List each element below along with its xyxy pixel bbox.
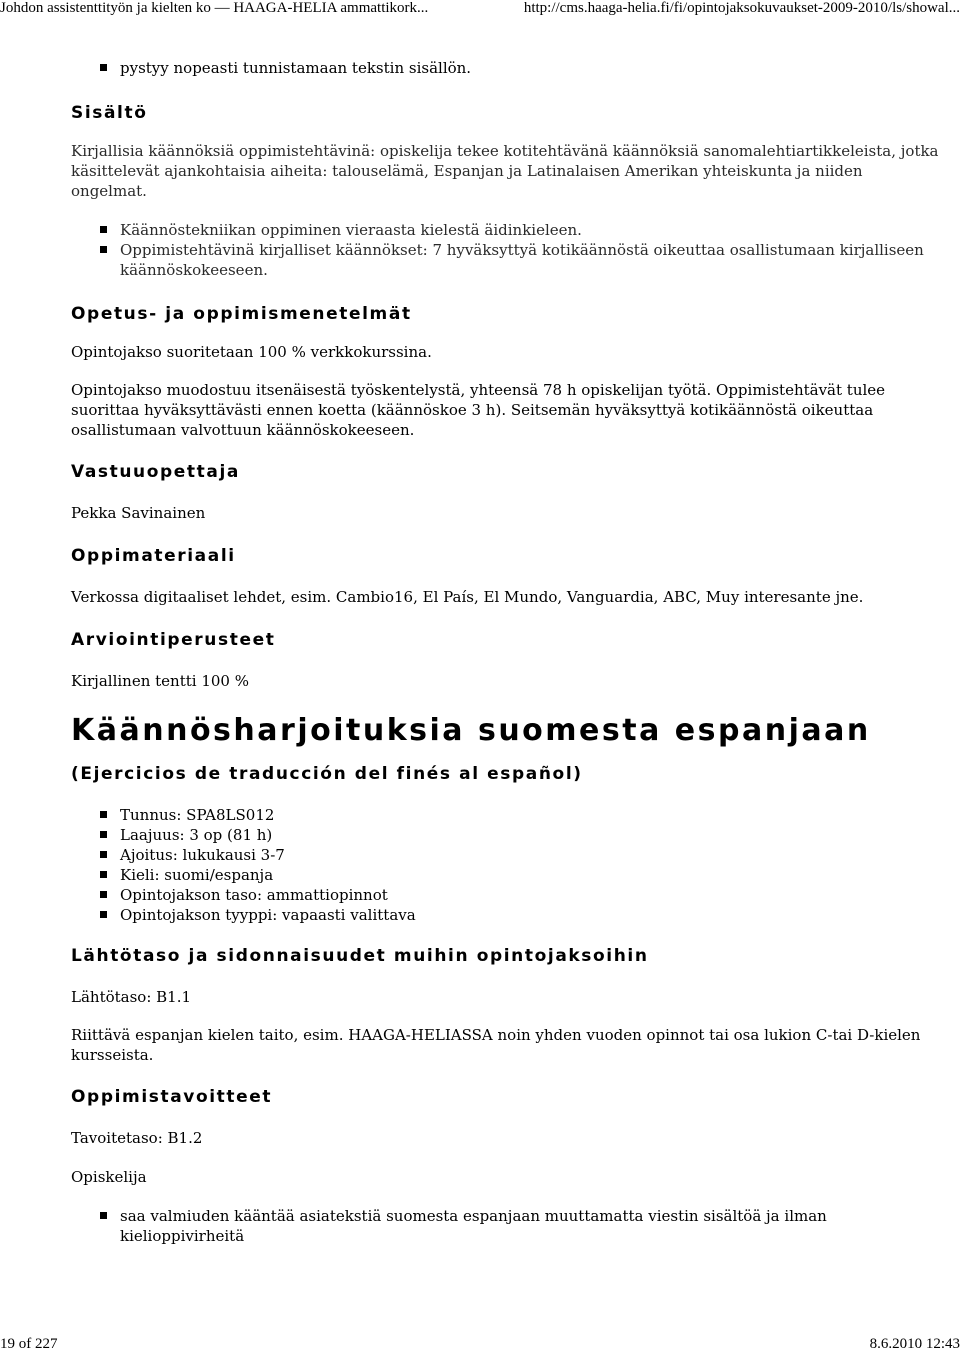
vastuu-name: Pekka Savinainen [71,504,206,522]
opetus-heading: Opetus- ja oppimismenetelmät [71,304,412,324]
arviointi-heading: Arviointiperusteet [71,630,276,650]
vastuu-heading: Vastuuopettaja [71,462,240,482]
materiaali-heading: Oppimateriaali [71,546,236,566]
print-timestamp: 8.6.2010 12:43 [869,1336,960,1352]
sisalto-text: Kirjallisia käännöksiä oppimistehtävinä: opiskelija tekee kotitehtävänä käännöksiä sanomalehtiartikkeleista, jotka käsittelevät ajankohtaisia aiheita: talouselämä, Espanjan ja Latinalaisen Amerikan yhteiskunta ja niiden ongelmat. [71,142,939,200]
arviointi-text: Kirjallinen tentti 100 % [71,672,249,690]
lahtotaso-level: Lähtötaso: B1.1 [71,988,192,1006]
list-item: pystyy nopeasti tunnistamaan tekstin sisällön. [120,58,941,78]
page-header-title: Johdon assistenttityön ja kielten ko — HAAGA-HELIA ammattikork... [0,0,429,16]
page-header-url: http://cms.haaga-helia.fi/fi/opintojaksokuvaukset-2009-2010/ls/showal... [523,0,960,16]
list-item: Tunnus: SPA8LS012 [120,805,941,825]
sisalto-bullet-list [71,220,941,280]
sisalto-heading: Sisältö [71,103,148,123]
tavoitteet-heading: Oppimistavoitteet [71,1087,273,1107]
list-item: Opintojakson taso: ammattiopinnot [120,885,941,905]
lahtotaso-text: Riittävä espanjan kielen taito, esim. HAAGA-HELIASSA noin yhden vuoden opinnot tai osa lukion C-tai D-kielen kursseista. [71,1026,921,1064]
list-item: Opintojakson tyyppi: vapaasti valittava [120,905,941,925]
list-item: Ajoitus: lukukausi 3-7 [120,845,941,865]
opetus-paragraph-2: Opintojakso muodostuu itsenäisestä työskentelystä, yhteensä 78 h opiskelijan työtä. Oppimistehtävät tulee suorittaa hyväksyttävästi ennen koetta (käännöskoe 3 h). Seitsemän hyväksyttyä kotikäännöstä oikeuttaa osallistumaan valvottuun käännöskokeeseen. [71,381,886,439]
list-item: saa valmiuden kääntää asiatekstiä suomesta espanjaan muuttamatta viestin sisältöä ja ilman kielioppivirheitä [120,1206,941,1246]
course-title: Käännösharjoituksia suomesta espanjaan [71,713,871,748]
course-subtitle: (Ejercicios de traducción del finés al español) [71,764,583,784]
tavoitetaso: Tavoitetaso: B1.2 [71,1129,203,1147]
document-body [71,52,941,1246]
materiaali-text: Verkossa digitaaliset lehdet, esim. Cambio16, El País, El Mundo, Vanguardia, ABC, Muy interesante jne. [71,588,864,606]
lahtotaso-heading: Lähtötaso ja sidonnaisuudet muihin opintojaksoihin [71,946,649,966]
list-item: Laajuus: 3 op (81 h) [120,825,941,845]
opiskelija-label: Opiskelija [71,1168,147,1186]
list-item: Kieli: suomi/espanja [120,865,941,885]
course-info-list [71,805,941,925]
top-bullet-list [71,58,941,78]
list-item: Käännöstekniikan oppiminen vieraasta kielestä äidinkieleen. [120,220,941,240]
opetus-paragraph-1: Opintojakso suoritetaan 100 % verkkokurssina. [71,343,432,361]
page-count: 19 of 227 [0,1336,58,1352]
tavoitteet-bullet-list [71,1206,941,1246]
list-item: Oppimistehtävinä kirjalliset käännökset: 7 hyväksyttyä kotikäännöstä oikeuttaa osallistumaan kirjalliseen käännöskokeeseen. [120,240,941,280]
